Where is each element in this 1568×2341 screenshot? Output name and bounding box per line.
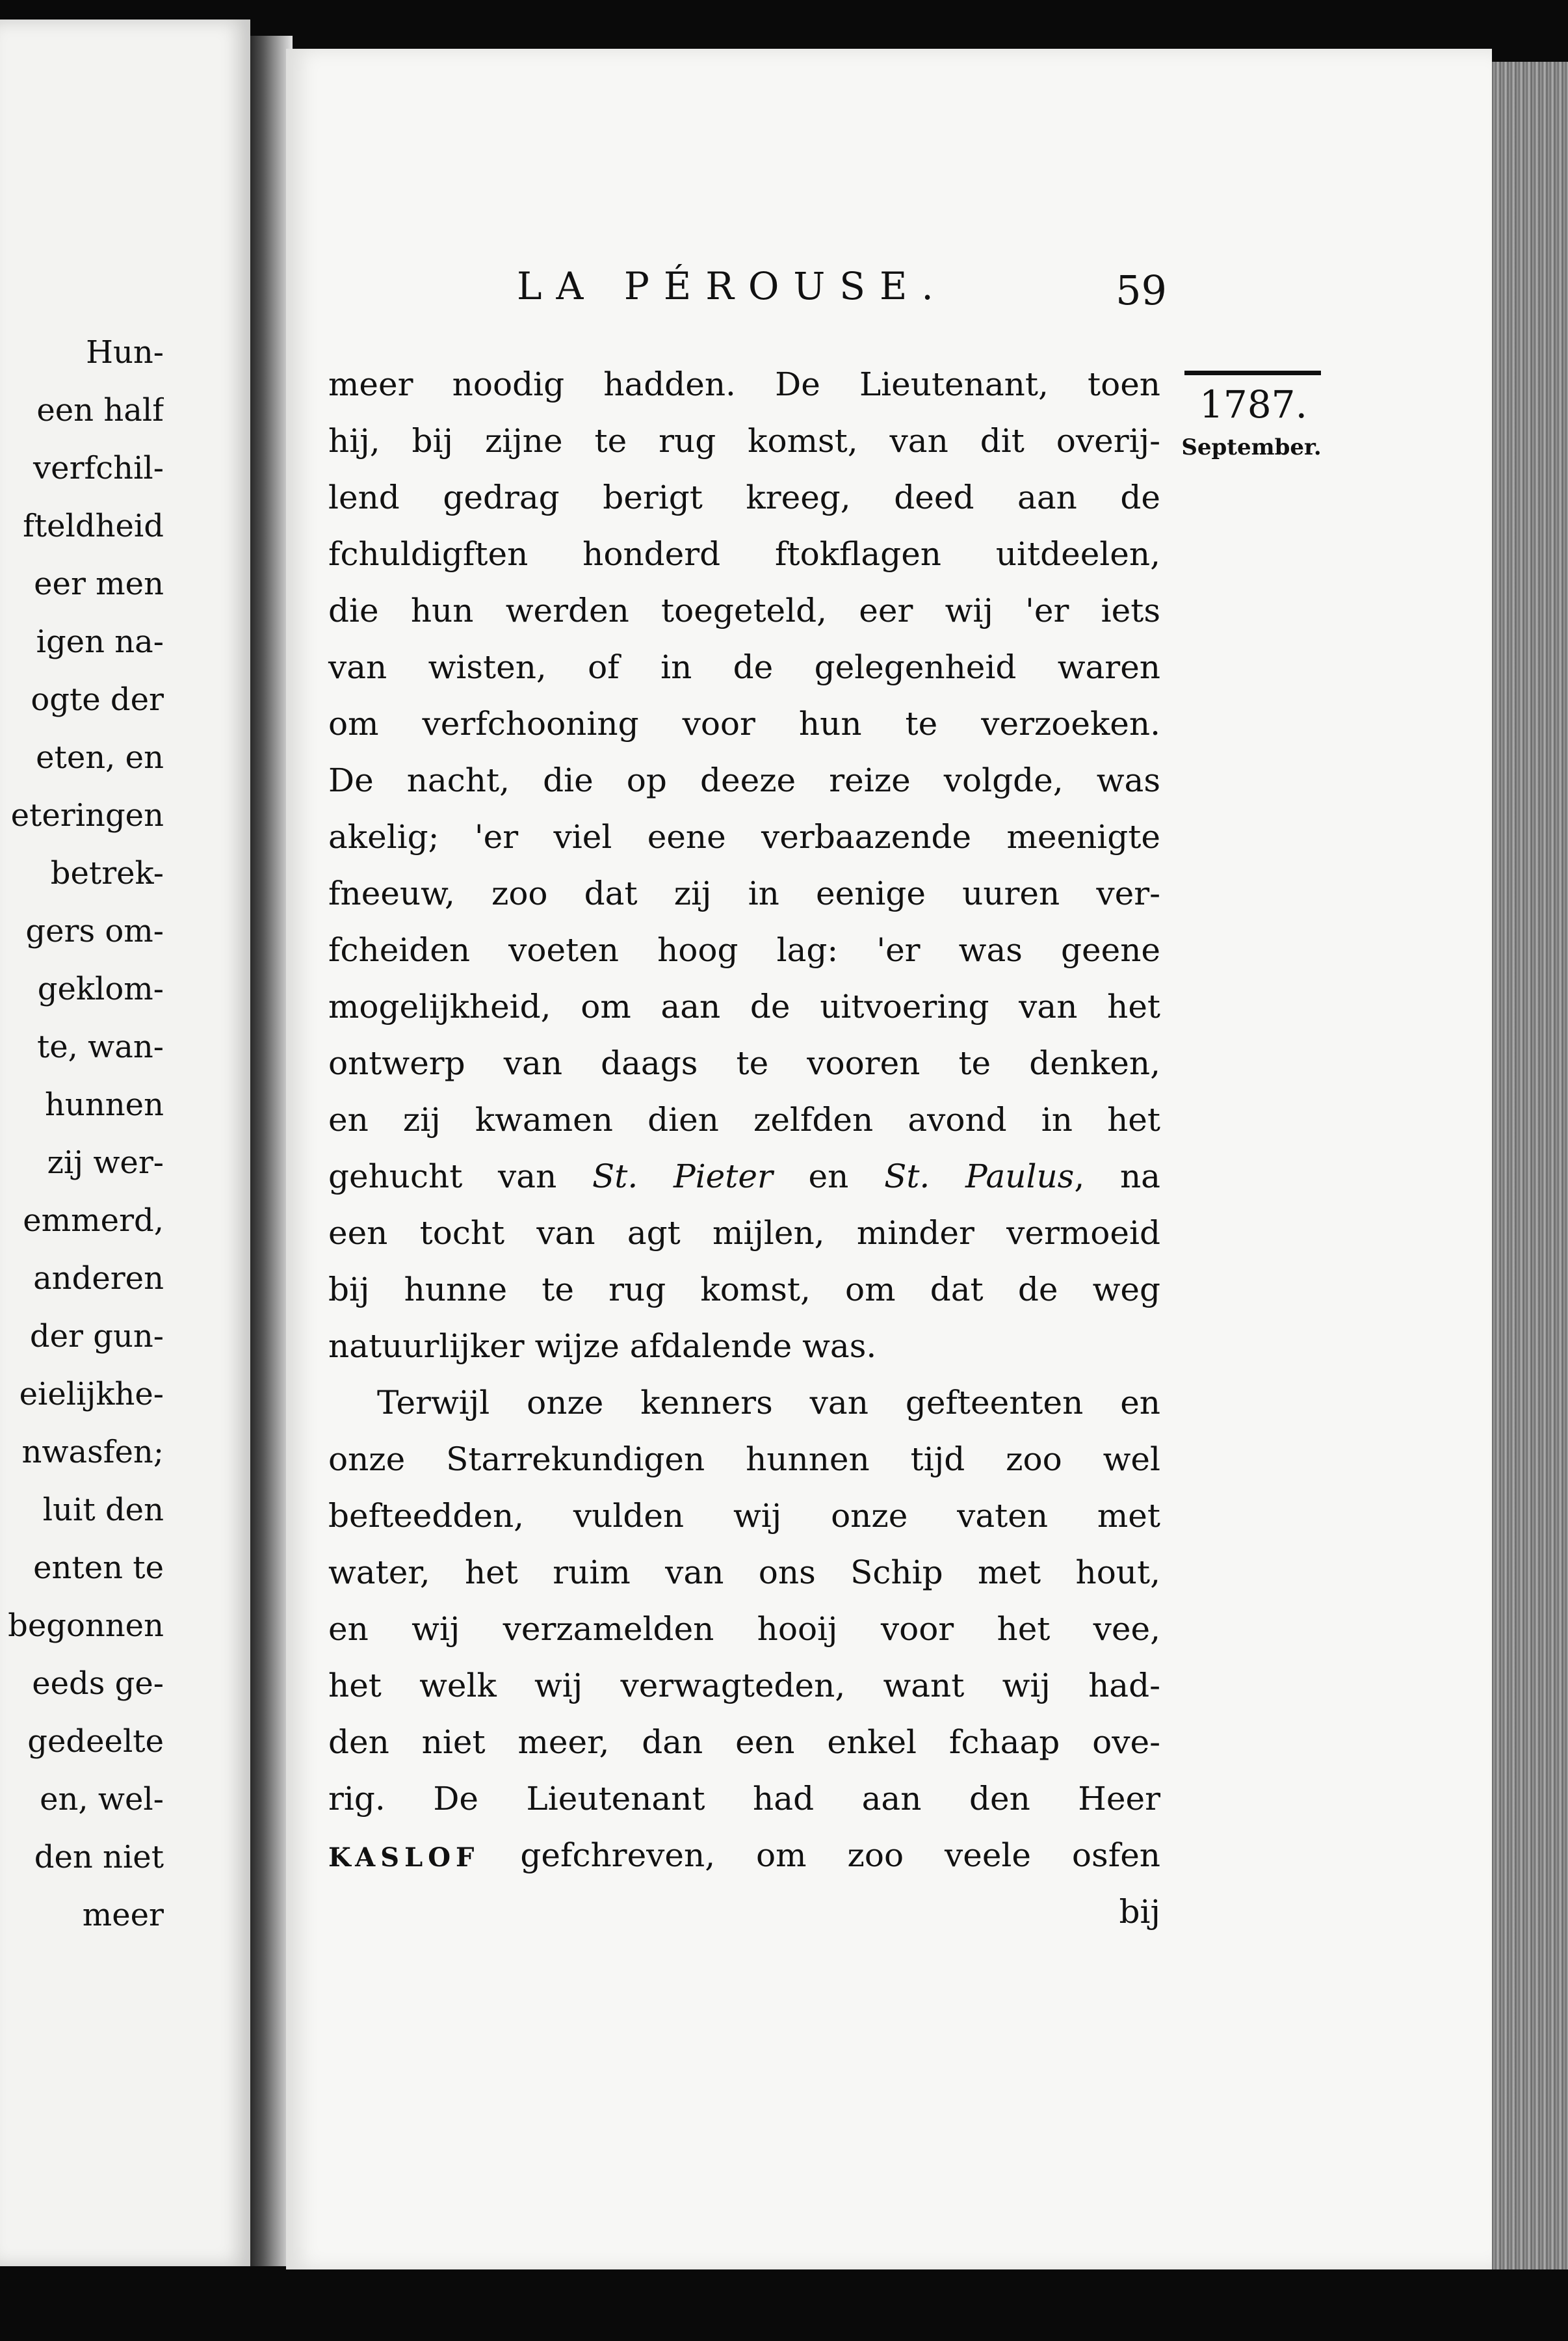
- left-page-line: en, wel-: [40, 1781, 164, 1818]
- left-page-line: nwasfen;: [21, 1434, 164, 1470]
- text-line: hij, bij zijne te rug komst, van dit overij-: [328, 422, 1160, 460]
- text-line: het welk wij verwagteden, want wij had-: [328, 1667, 1160, 1704]
- left-page-line: eer men: [34, 566, 164, 602]
- margin-year: 1787.: [1199, 382, 1308, 427]
- text-line: fchuldigften honderd ftokflagen uitdeelen,: [328, 535, 1160, 573]
- running-title: LA PÉROUSE.: [517, 264, 948, 308]
- left-page-line: eeds ge-: [32, 1665, 164, 1702]
- text-fragment: gehucht van: [328, 1157, 593, 1195]
- left-page-line: een half: [36, 392, 164, 429]
- text-line: een tocht van agt mijlen, minder vermoeid: [328, 1214, 1160, 1252]
- text-line: natuurlijker wijze afdalende was.: [328, 1327, 877, 1365]
- text-line: rig. De Lieutenant had aan den Heer: [328, 1780, 1160, 1818]
- text-line: befteedden, vulden wij onze vaten met: [328, 1497, 1160, 1535]
- place-name: St. Paulus: [884, 1157, 1075, 1195]
- left-page-line: hunnen: [45, 1087, 164, 1123]
- text-line-with-name: [328, 1827, 1160, 1884]
- text-line: en wij verzamelden hooij voor het vee,: [328, 1610, 1160, 1648]
- margin-month: September.: [1181, 434, 1322, 460]
- text-line: meer noodig hadden. De Lieutenant, toen: [328, 365, 1160, 403]
- left-page-line: luit den: [42, 1492, 164, 1528]
- person-name: KASLOF: [328, 1842, 480, 1873]
- left-page-line: gers om-: [25, 913, 164, 949]
- text-line: De nacht, die op deeze reize volgde, was: [328, 761, 1160, 799]
- place-name: St. Pieter: [592, 1157, 773, 1195]
- left-page-line: eten, en: [36, 739, 164, 776]
- left-page-line: gedeelte: [27, 1723, 164, 1760]
- left-page-line: geklom-: [37, 971, 164, 1007]
- text-line: die hun werden toegeteld, eer wij 'er iets: [328, 592, 1160, 629]
- left-page-line: eielijkhe-: [19, 1376, 164, 1412]
- left-page-text: [0, 324, 164, 1944]
- body-text: [328, 356, 1160, 1940]
- left-page-line: enten te: [33, 1550, 164, 1586]
- page-header: [517, 264, 1167, 323]
- text-fragment: , na: [1074, 1157, 1160, 1195]
- text-fragment: gefchreven, om zoo veele osfen: [479, 1836, 1160, 1874]
- text-line: water, het ruim van ons Schip met hout,: [328, 1554, 1160, 1591]
- left-page-line: eteringen: [10, 797, 164, 834]
- page-edges: [1492, 62, 1568, 2269]
- text-line: akelig; 'er viel eene verbaazende meenigte: [328, 818, 1160, 856]
- left-page-line: begonnen: [8, 1607, 164, 1644]
- left-page-line: der gun-: [29, 1318, 164, 1355]
- text-line-with-place-names: [328, 1148, 1160, 1205]
- left-page-line: verfchil-: [33, 450, 164, 486]
- left-page-line: den niet: [34, 1839, 164, 1875]
- left-page-line: Hun-: [86, 334, 164, 371]
- left-page-line: igen na-: [36, 624, 164, 660]
- catchword: bij: [1119, 1893, 1160, 1931]
- text-line: van wisten, of in de gelegenheid waren: [328, 648, 1160, 686]
- text-line: den niet meer, dan een enkel fchaap ove-: [328, 1723, 1160, 1761]
- left-page-line: betrek-: [50, 855, 164, 892]
- left-page-line: meer: [82, 1897, 164, 1933]
- text-line: fneeuw, zoo dat zij in eenige uuren ver-: [328, 875, 1160, 912]
- left-page-line: fteldheid: [23, 508, 164, 544]
- text-line: en zij kwamen dien zelfden avond in het: [328, 1101, 1160, 1139]
- text-line: fcheiden voeten hoog lag: 'er was geene: [328, 931, 1160, 969]
- left-page-line: ogte der: [31, 681, 164, 718]
- text-fragment: en: [772, 1157, 885, 1195]
- text-line: mogelijkheid, om aan de uitvoering van het: [328, 988, 1160, 1025]
- left-page-line: anderen: [33, 1260, 164, 1297]
- margin-rule: [1184, 371, 1321, 375]
- left-page-line: zij wer-: [47, 1144, 164, 1181]
- text-line: onze Starrekundigen hunnen tijd zoo wel: [328, 1440, 1160, 1478]
- left-page-line: emmerd,: [23, 1202, 164, 1239]
- paragraph-start-line: Terwijl onze kenners van gefteenten en: [377, 1384, 1160, 1422]
- text-line: ontwerp van daags te vooren te denken,: [328, 1044, 1160, 1082]
- left-page-line: te, wan-: [36, 1029, 164, 1065]
- text-line: lend gedrag berigt kreeg, deed aan de: [328, 479, 1160, 516]
- text-line: om verfchooning voor hun te verzoeken.: [328, 705, 1160, 743]
- text-line: bij hunne te rug komst, om dat de weg: [328, 1271, 1160, 1308]
- page-number: 59: [1116, 267, 1167, 314]
